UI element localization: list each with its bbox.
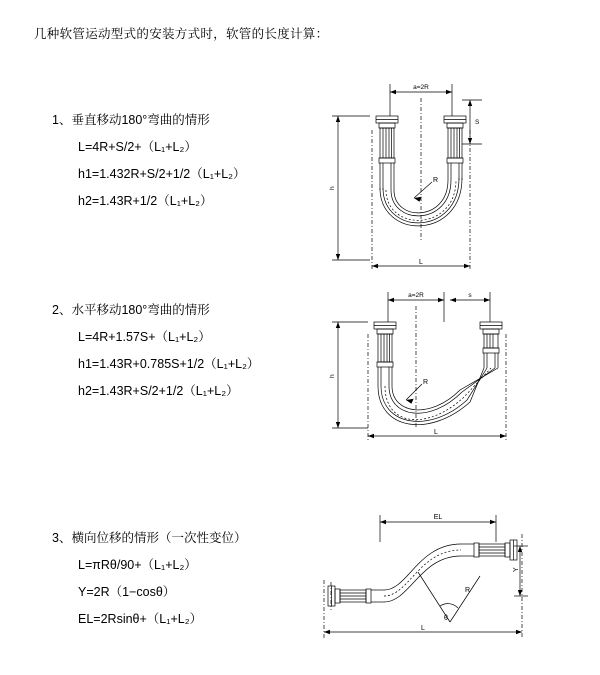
section-3-formula-2: Y=2R（1−cosθ）	[78, 585, 176, 599]
section-3-formula-1: L=πRθ/90+（L₁+L₂）	[78, 558, 197, 572]
svg-text:a=2R: a=2R	[413, 84, 429, 91]
vertical-180-bend-diagram	[310, 70, 540, 300]
section-3-text	[52, 528, 302, 636]
lateral-offset-diagram	[298, 506, 548, 646]
section-1-formula-2: h1=1.432R+S/2+1/2（L₁+L₂）	[78, 167, 246, 181]
section-3-formula-3: EL=2Rsinθ+（L₁+L₂）	[78, 612, 203, 626]
section-2-formula-1: L=4R+1.57S+（L₁+L₂）	[78, 330, 211, 344]
svg-text:EL: EL	[433, 514, 443, 521]
page-title: 几种软管运动型式的安装方式时，软管的长度计算：	[34, 27, 329, 41]
section-1-formula-3: h2=1.43R+1/2（L₁+L₂）	[78, 194, 213, 208]
svg-text:R: R	[423, 379, 429, 386]
section-3-title: 3、横向位移的情形（一次性变位）	[52, 531, 247, 545]
section-2-formula-3: h2=1.43R+S/2+1/2（L₁+L₂）	[78, 384, 239, 398]
svg-text:h: h	[329, 374, 336, 378]
svg-text:S: S	[475, 119, 480, 126]
svg-text:θ: θ	[444, 615, 448, 622]
section-2-title: 2、水平移动180°弯曲的情形	[52, 303, 210, 317]
svg-text:L: L	[419, 259, 423, 266]
section-2-formula-2: h1=1.43R+0.785S+1/2（L₁+L₂）	[78, 357, 260, 371]
svg-text:R: R	[465, 587, 471, 594]
section-1-title: 1、垂直移动180°弯曲的情形	[52, 113, 210, 127]
section-1-formula-1: L=4R+S/2+（L₁+L₂）	[78, 140, 197, 154]
section-1-text	[52, 110, 302, 218]
svg-text:L: L	[434, 429, 438, 436]
svg-text:a=2R: a=2R	[408, 292, 424, 299]
svg-text:h: h	[329, 186, 336, 190]
svg-text:L: L	[421, 625, 425, 632]
svg-text:s: s	[468, 292, 472, 299]
horizontal-180-bend-diagram	[310, 278, 540, 468]
section-2-text	[52, 300, 302, 408]
svg-text:R: R	[433, 177, 439, 184]
svg-text:Y: Y	[513, 567, 520, 572]
